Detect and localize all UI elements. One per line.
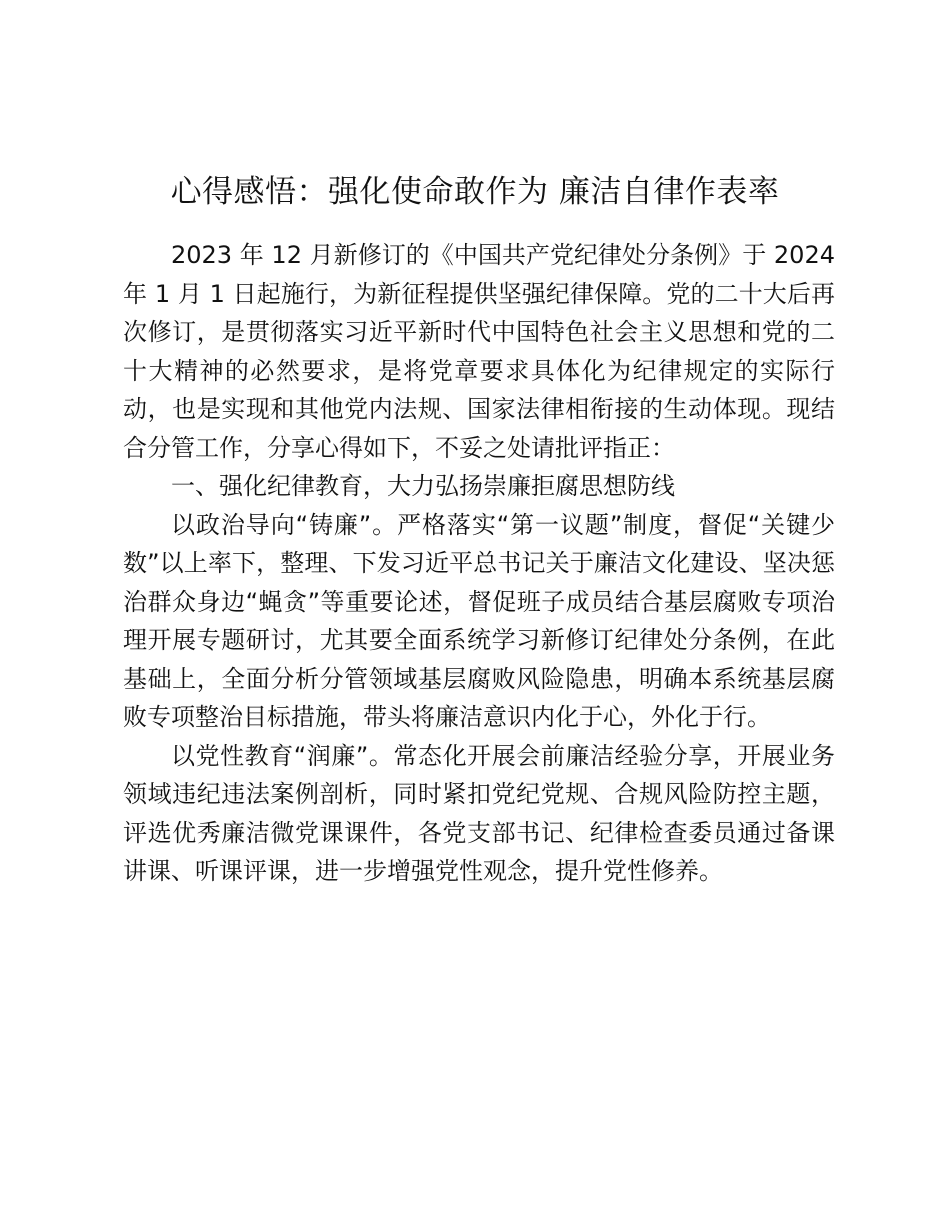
document-body: [123, 236, 835, 891]
section-heading: 一、强化纪律教育，大力弘扬崇廉拒腐思想防线: [171, 472, 675, 500]
body-paragraph: 以党性教育“润廉”。常态化开展会前廉洁经验分享，开展业务领域违纪违法案例剖析，同时紧扣党纪党规、合规风险防控主题，评选优秀廉洁微党课课件，各党支部书记、纪律检查委员通过备课讲课、听课评课，进一步增强党性观念，提升党性修养。: [123, 741, 835, 885]
document-title: 心得感悟：强化使命敢作为 廉洁自律作表率: [170, 174, 780, 210]
intro-paragraph: 2023 年 12 月新修订的《中国共产党纪律处分条例》于 2024 年 1 月 1 日起施行，为新征程提供坚强纪律保障。党的二十大后再次修订，是贯彻落实习近平新时代中国特色社会主义思想和党的二十大精神的必然要求，是将党章要求具体化为纪律规定的实际行动，也是实现和其他党内法规、国家法律相衔接的生动体现。现结合分管工作，分享心得如下，不妥之处请批评指正：: [123, 241, 835, 462]
body-paragraph: 以政治导向“铸廉”。严格落实“第一议题”制度，督促“关键少数”以上率下，整理、下发习近平总书记关于廉洁文化建设、坚决惩治群众身边“蝇贪”等重要论述，督促班子成员结合基层腐败专项治理开展专题研讨，尤其要全面系统学习新修订纪律处分条例，在此基础上，全面分析分管领域基层腐败风险隐患，明确本系统基层腐败专项整治目标措施，带头将廉洁意识内化于心，外化于行。: [123, 510, 835, 731]
